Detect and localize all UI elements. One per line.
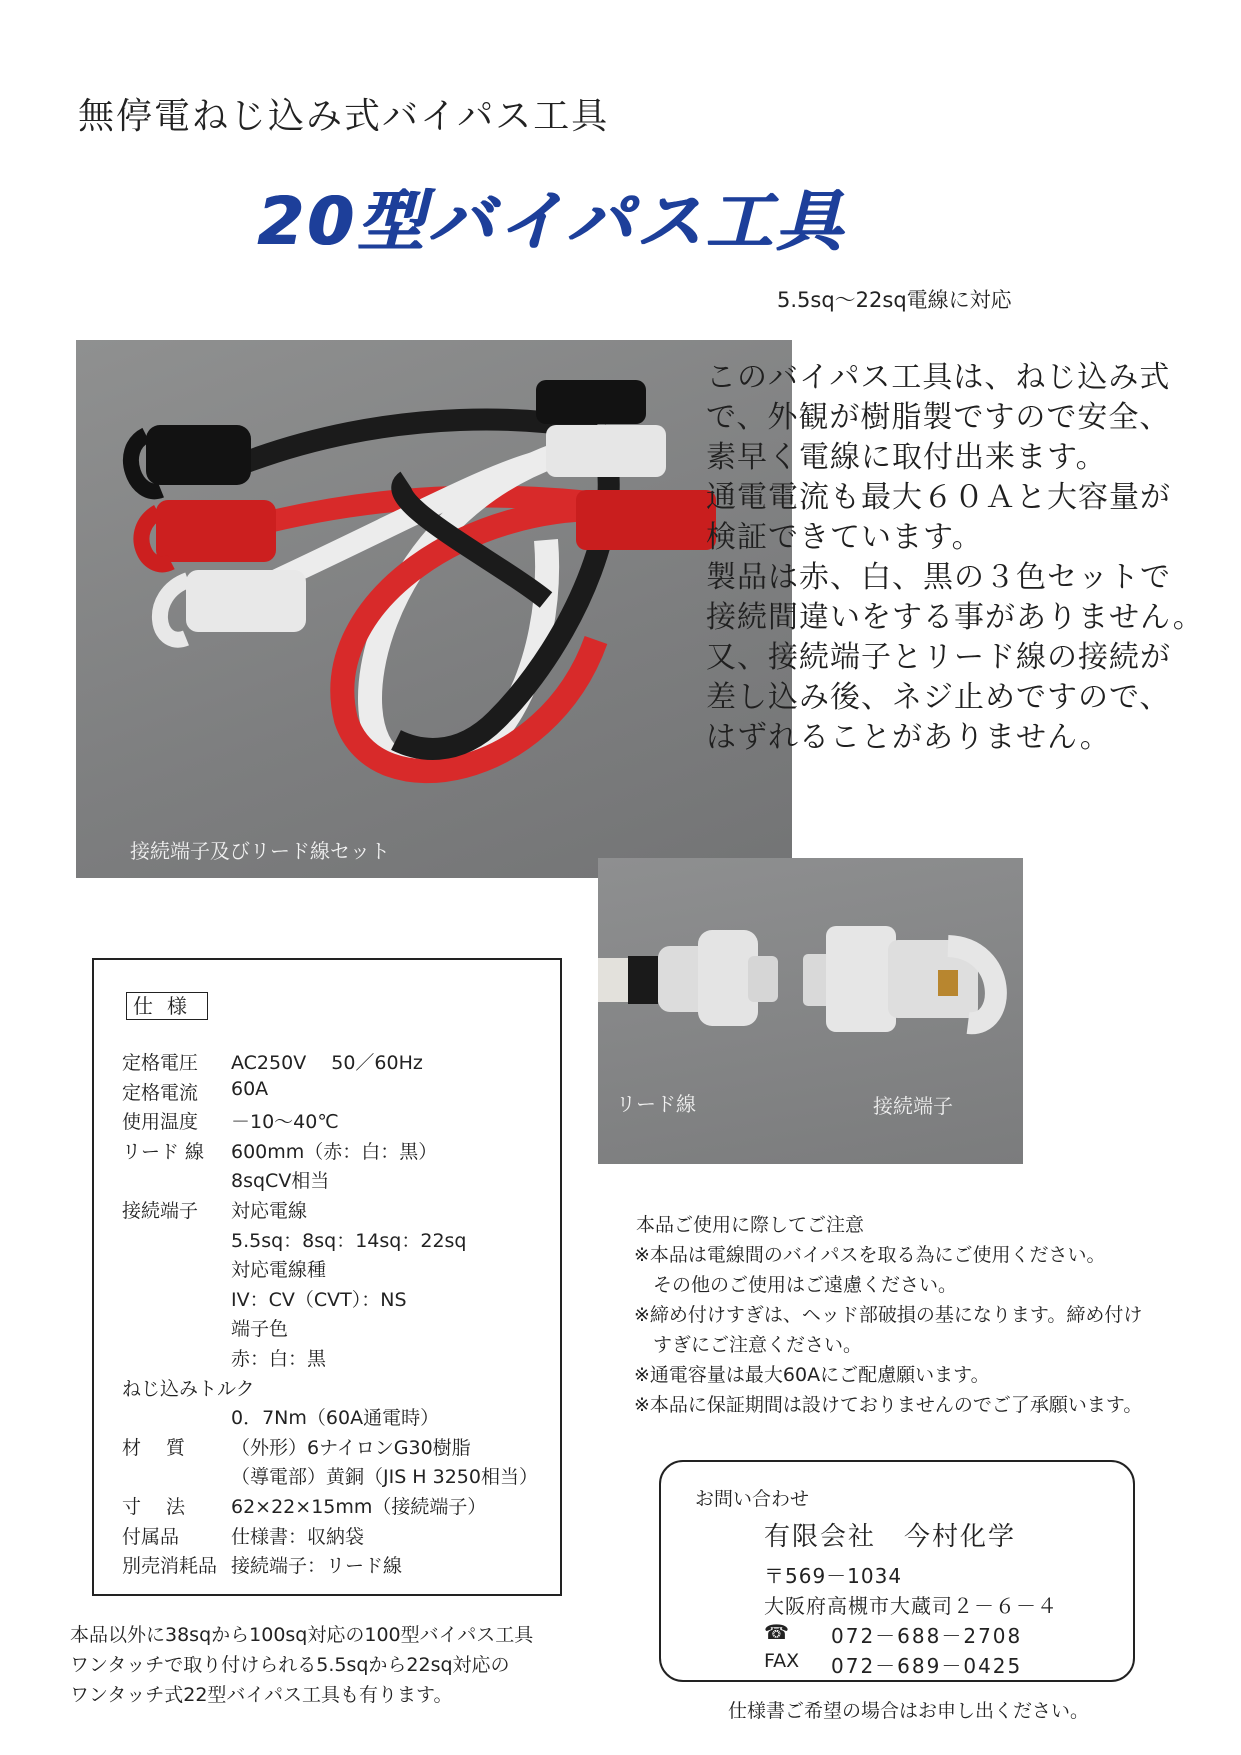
spec-label: 付属品 xyxy=(122,1525,180,1548)
spec-value: －10〜40℃ xyxy=(231,1111,339,1134)
postal-code: 〒569－1034 xyxy=(764,1564,903,1588)
spec-value: 対応電線 xyxy=(231,1200,308,1222)
description-line: 通電電流も最大６０Ａと大容量が xyxy=(706,480,1171,515)
spec-value: 600mm（赤：白：黒） xyxy=(231,1140,438,1163)
note-line: 本品以外に38sqから100sq対応の100型バイパス工具 xyxy=(70,1624,534,1646)
spec-label: リード 線 xyxy=(122,1140,205,1163)
company-name: 有限会社 今村化学 xyxy=(764,1522,1017,1552)
caution-line: ※本品は電線間のバイパスを取る為にご使用ください。 xyxy=(634,1244,1106,1266)
product-photo-main xyxy=(76,340,792,878)
lead-wire-label: リード線 xyxy=(616,1092,696,1116)
spec-request-note: 仕様書ご希望の場合はお申し出ください。 xyxy=(728,1700,1090,1722)
caution-line: ※通電容量は最大60Aにご配慮願います。 xyxy=(634,1364,990,1386)
terminal-label: 接続端子 xyxy=(873,1094,953,1118)
contact-label: お問い合わせ xyxy=(695,1488,810,1510)
spec-value: 8sqCV相当 xyxy=(231,1170,330,1193)
caution-line: すぎにご注意ください。 xyxy=(634,1334,863,1356)
description-line: 素早く電線に取付出来ます。 xyxy=(706,440,1107,475)
note-line: ワンタッチ式22型バイパス工具も有ります。 xyxy=(70,1684,453,1706)
caution-list xyxy=(634,1240,1142,1420)
description-line: で、外観が樹脂製ですので安全、 xyxy=(706,400,1171,435)
spec-label: 別売消耗品 xyxy=(122,1555,218,1578)
spec-value: 62×22×15mm（接続端子） xyxy=(231,1496,487,1518)
contact-box xyxy=(659,1460,1135,1682)
address: 大阪府高槻市大蔵司２－６－４ xyxy=(764,1594,1058,1618)
spec-value: 0．7Nm（60A通電時） xyxy=(231,1407,440,1430)
photo-main-caption: 接続端子及びリード線セット xyxy=(130,839,390,863)
spec-label: 使用温度 xyxy=(122,1111,199,1134)
description-line: 差し込み後、ネジ止めですので、 xyxy=(706,680,1171,715)
description-line: 接続間違いをする事がありません。 xyxy=(706,600,1204,635)
spec-value: IV：CV（CVT）：NS xyxy=(231,1288,407,1311)
fax-label: FAX xyxy=(764,1650,800,1672)
description-line: 検証できています。 xyxy=(706,520,983,555)
product-description xyxy=(706,358,1226,758)
spec-value: 接続端子：リード線 xyxy=(231,1555,403,1578)
phone-number: 072－688－2708 xyxy=(831,1624,1023,1648)
note-line: ワンタッチで取り付けられる5.5sqから22sq対応の xyxy=(70,1654,510,1676)
description-line: 製品は赤、白、黒の３色セットで xyxy=(706,560,1171,595)
spec-value: 赤：白：黒 xyxy=(231,1348,327,1370)
spec-value: 対応電線種 xyxy=(231,1259,327,1282)
subtitle: 無停電ねじ込み式バイパス工具 xyxy=(78,96,610,137)
other-products-note xyxy=(70,1620,533,1710)
spec-label: ねじ込みトルク xyxy=(122,1377,255,1400)
connector-illustration xyxy=(598,858,1023,1164)
compat-note: 5.5sq〜22sq電線に対応 xyxy=(777,288,1012,312)
spec-label: 寸 法 xyxy=(122,1496,186,1518)
spec-value: （外形）6ナイロンG30樹脂 xyxy=(231,1436,471,1459)
spec-value: 60A xyxy=(231,1077,269,1100)
spec-label: 接続端子 xyxy=(122,1200,199,1222)
caution-line: その他のご使用はご遠慮ください。 xyxy=(634,1274,958,1296)
cable-set-illustration xyxy=(76,340,792,878)
description-line: このバイパス工具は、ねじ込み式 xyxy=(706,360,1171,395)
spec-box xyxy=(92,958,562,1596)
spec-value: AC250V 50／60Hz xyxy=(231,1052,423,1074)
spec-value: 仕様書：収納袋 xyxy=(231,1525,365,1548)
spec-label: 定格電圧 xyxy=(122,1052,199,1074)
fax-number: 072－689－0425 xyxy=(831,1654,1023,1678)
caution-line: ※締め付けすぎは、ヘッド部破損の基になります。締め付け xyxy=(634,1304,1143,1326)
phone-icon: ☎ xyxy=(764,1620,789,1644)
caution-title: 本品ご使用に際してご注意 xyxy=(636,1214,865,1236)
spec-value: 5.5sq：8sq：14sq：22sq xyxy=(231,1229,467,1252)
spec-label: 定格電流 xyxy=(122,1081,199,1104)
caution-line: ※本品に保証期間は設けておりませんのでご了承願います。 xyxy=(634,1394,1143,1416)
description-line: はずれることがありません。 xyxy=(706,720,1111,755)
spec-value: （導電部）黄銅（JIS H 3250相当） xyxy=(231,1466,538,1489)
product-photo-detail xyxy=(598,858,1023,1164)
page-title: 20型バイパス工具 xyxy=(258,183,847,260)
spec-heading: 仕様 xyxy=(126,992,208,1020)
spec-label: 材 質 xyxy=(122,1436,186,1459)
spec-value: 端子色 xyxy=(231,1318,289,1341)
description-line: 又、接続端子とリード線の接続が xyxy=(706,640,1171,675)
